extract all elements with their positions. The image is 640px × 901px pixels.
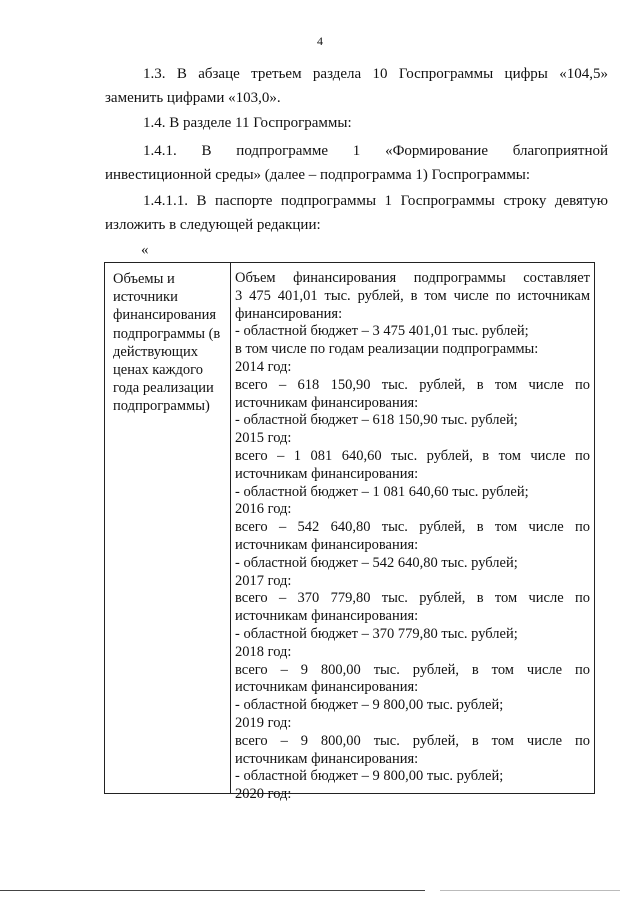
financing-line: всего – 542 640,80 тыс. рублей, в том числе по [235,519,590,536]
financing-line: источникам финансирования: [235,608,419,625]
paragraph-1-3: 1.3. В абзаце третьем раздела 10 Госпрограммы цифры «104,5» заменить цифрами «103,0». [105,66,608,106]
financing-line: - областной бюджет – 542 640,80 тыс. рублей; [235,554,518,571]
financing-line: - областной бюджет – 3 475 401,01 тыс. рублей; [235,323,529,340]
paragraph-1-4-1-1: 1.4.1.1. В паспорте подпрограммы 1 Госпрограммы строку девятую изложить в следующей редакции: [105,193,608,233]
financing-line: источникам финансирования: [235,679,419,696]
financing-line: всего – 618 150,90 тыс. рублей, в том числе по [235,376,590,393]
financing-line: 2016 год: [235,501,292,518]
financing-line: - областной бюджет – 9 800,00 тыс. рублей; [235,768,504,785]
financing-line: Объем финансирования подпрограммы составляет [235,270,590,286]
financing-line: в том числе по годам реализации подпрограммы: [235,341,539,358]
financing-line: 2018 год: [235,643,292,660]
opening-quote: « [141,242,149,258]
financing-line: всего – 9 800,00 тыс. рублей, в том числе по [235,732,590,749]
financing-line: 2017 год: [235,572,292,589]
table-column-divider [230,263,231,793]
financing-line: 2015 год: [235,430,292,447]
table-left-cell: Объемы и источники финансирования подпрограммы (в действующих ценах каждого года реализации подпрограммы) [113,271,221,415]
paragraph-1-4: 1.4. В разделе 11 Госпрограммы: [143,115,352,131]
footer-rule [0,890,425,891]
financing-line: всего – 1 081 640,60 тыс. рублей, в том числе по [235,447,590,464]
financing-line: - областной бюджет – 1 081 640,60 тыс. рублей; [235,483,529,500]
financing-line: источникам финансирования: [235,465,419,482]
financing-line: - областной бюджет – 9 800,00 тыс. рублей; [235,697,504,714]
financing-line: 2014 год: [235,358,292,375]
financing-line: всего – 9 800,00 тыс. рублей, в том числе по [235,661,590,678]
financing-line: источникам финансирования: [235,536,419,553]
financing-line: 2020 год: [235,786,292,803]
table-right-cell [235,270,590,804]
financing-line: финансирования: [235,305,343,322]
paragraph-1-4-1: 1.4.1. В подпрограмме 1 «Формирование благоприятной инвестиционной среды» (далее – подпрограмма 1) Госпрограммы: [105,143,608,183]
financing-line: 3 475 401,01 тыс. рублей, в том числе по источникам [235,287,590,304]
financing-table [104,262,595,803]
page-number: 4 [317,34,323,48]
financing-line: - областной бюджет – 370 779,80 тыс. рублей; [235,625,518,642]
footer-rule-faint [440,890,620,891]
financing-line: всего – 370 779,80 тыс. рублей, в том числе по [235,590,590,607]
financing-line: источникам финансирования: [235,394,419,411]
financing-line: 2019 год: [235,714,292,731]
financing-line: источникам финансирования: [235,750,419,767]
financing-line: - областной бюджет – 618 150,90 тыс. рублей; [235,412,518,429]
